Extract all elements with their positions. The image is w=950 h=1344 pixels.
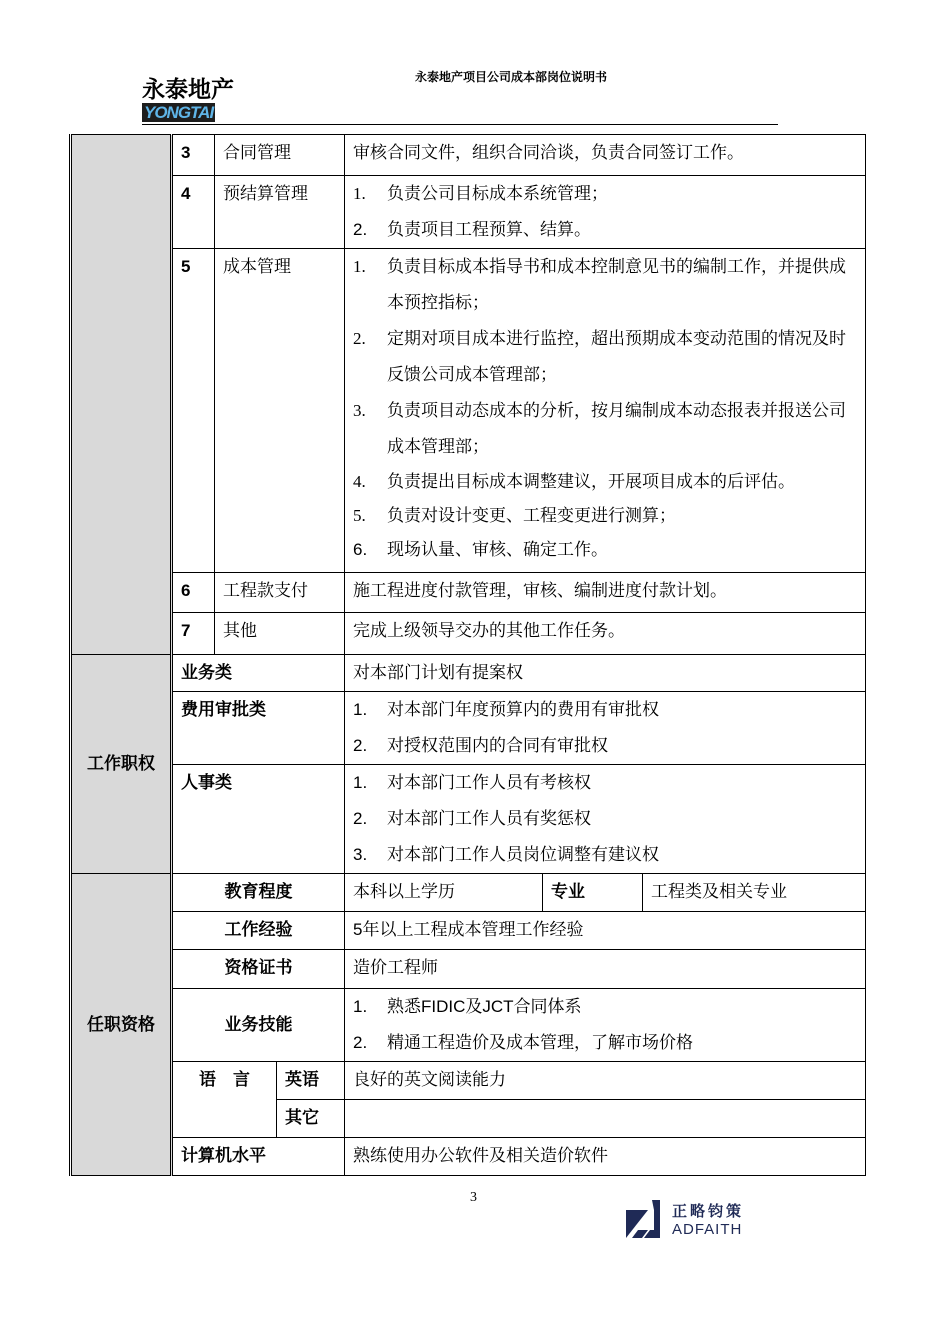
item-text: 负责提出目标成本调整建议，开展项目成本的后评估。	[387, 472, 795, 492]
authority-expense-row	[71, 692, 866, 765]
list-item	[353, 321, 857, 393]
duty-description: 施工程进度付款管理，审核、编制进度付款计划。	[345, 573, 866, 613]
item-number: 2.	[353, 220, 368, 239]
item-number: 1.	[353, 184, 366, 203]
computer-row	[71, 1138, 866, 1176]
logo-english-text: YONGTAI	[144, 103, 214, 122]
job-description-table	[69, 134, 866, 1176]
list-item	[353, 393, 857, 465]
duty-name: 成本管理	[215, 249, 345, 573]
duty-number: 7	[172, 613, 215, 655]
item-number: 1.	[353, 773, 368, 792]
skills-items	[345, 989, 866, 1062]
duty-name: 工程款支付	[215, 573, 345, 613]
item-text: 负责目标成本指导书和成本控制意见书的编制工作，并提供成本预控指标；	[387, 257, 846, 313]
duty-number: 4	[172, 176, 215, 249]
item-text: 负责项目工程预算、结算。	[387, 220, 591, 240]
skills-row	[71, 989, 866, 1062]
education-label: 教育程度	[172, 874, 345, 912]
authority-personnel-row	[71, 765, 866, 874]
experience-row	[71, 912, 866, 950]
list-item	[353, 728, 857, 764]
item-number: 1.	[353, 997, 368, 1016]
computer-value: 熟练使用办公软件及相关造价软件	[345, 1138, 866, 1176]
adfaith-english-name: ADFAITH	[672, 1221, 743, 1238]
item-text: 对本部门工作人员有考核权	[387, 773, 591, 793]
language-label: 语 言	[172, 1062, 277, 1138]
duty-items	[345, 249, 866, 573]
item-number: 5.	[353, 506, 366, 525]
item-number: 4.	[353, 472, 366, 491]
other-language-label: 其它	[277, 1100, 345, 1138]
item-text: 现场认量、审核、确定工作。	[387, 540, 608, 560]
duty-description: 审核合同文件，组织合同洽谈，负责合同签订工作。	[345, 135, 866, 176]
duty-name: 预结算管理	[215, 176, 345, 249]
experience-years: 5	[353, 920, 363, 939]
list-item	[353, 989, 857, 1025]
duty-name: 合同管理	[215, 135, 345, 176]
adfaith-logo	[626, 1200, 756, 1242]
duty-name: 其他	[215, 613, 345, 655]
duty-row-4	[71, 176, 866, 249]
major-value: 工程类及相关专业	[643, 874, 866, 912]
item-number: 3.	[353, 845, 368, 864]
skill-text-mid: 及	[465, 997, 483, 1017]
english-label: 英语	[277, 1062, 345, 1100]
item-text: 对本部门工作人员有奖惩权	[387, 809, 591, 829]
item-text: 定期对项目成本进行监控，超出预期成本变动范围的情况及时反馈公司成本管理部；	[387, 329, 846, 385]
list-item	[353, 465, 857, 499]
list-item	[353, 499, 857, 533]
authority-expense-label: 费用审批类	[172, 692, 345, 765]
item-number: 2.	[353, 809, 368, 828]
certificate-row	[71, 950, 866, 989]
duty-number: 5	[172, 249, 215, 573]
major-label: 专业	[543, 874, 643, 912]
duty-number: 6	[172, 573, 215, 613]
skill-jct: JCT	[482, 997, 514, 1016]
duty-row-6	[71, 573, 866, 613]
list-item	[353, 533, 857, 567]
item-text: 对授权范围内的合同有审批权	[387, 736, 608, 756]
duty-number: 3	[172, 135, 215, 176]
skill-fidic: FIDIC	[421, 997, 466, 1016]
yongtai-logo	[142, 78, 234, 122]
language-english-row	[71, 1062, 866, 1100]
page-number: 3	[470, 1190, 477, 1205]
list-item	[353, 765, 857, 801]
item-number: 1.	[353, 700, 368, 719]
certificate-label: 资格证书	[172, 950, 345, 989]
adfaith-chinese-name: 正略钧策	[672, 1202, 745, 1220]
duties-section-cell	[71, 135, 172, 655]
duty-items	[345, 176, 866, 249]
computer-label: 计算机水平	[172, 1138, 345, 1176]
qualifications-section-label: 任职资格	[71, 874, 172, 1176]
skill-text-post: 合同体系	[513, 997, 582, 1017]
item-text: 对本部门年度预算内的费用有审批权	[387, 700, 659, 720]
item-number: 3.	[353, 401, 366, 420]
english-value: 良好的英文阅读能力	[345, 1062, 866, 1100]
item-number: 2.	[353, 329, 366, 348]
list-item	[353, 212, 857, 248]
authority-expense-items	[345, 692, 866, 765]
item-text: 负责对设计变更、工程变更进行测算；	[387, 506, 676, 526]
item-number: 2.	[353, 736, 368, 755]
item-text: 负责项目动态成本的分析，按月编制成本动态报表并报送公司成本管理部；	[387, 401, 846, 457]
logo-chinese-text: 永泰地产	[142, 76, 234, 103]
education-value: 本科以上学历	[345, 874, 543, 912]
authority-section-label: 工作职权	[71, 655, 172, 874]
authority-business-desc: 对本部门计划有提案权	[345, 655, 866, 692]
experience-value	[345, 912, 866, 950]
education-row	[71, 874, 866, 912]
document-title: 永泰地产项目公司成本部岗位说明书	[415, 70, 608, 84]
item-number: 2.	[353, 1033, 368, 1052]
list-item	[353, 176, 857, 212]
duty-description: 完成上级领导交办的其他工作任务。	[345, 613, 866, 655]
list-item	[353, 692, 857, 728]
item-number: 1.	[353, 257, 366, 276]
item-text: 对本部门工作人员岗位调整有建议权	[387, 845, 659, 865]
list-item	[353, 249, 857, 321]
authority-personnel-label: 人事类	[172, 765, 345, 874]
list-item	[353, 1025, 857, 1061]
authority-personnel-items	[345, 765, 866, 874]
experience-text: 年以上工程成本管理工作经验	[362, 920, 584, 940]
experience-label: 工作经验	[172, 912, 345, 950]
item-text: 负责公司目标成本系统管理；	[387, 184, 608, 204]
authority-business-label: 业务类	[172, 655, 345, 692]
item-number: 6.	[353, 540, 368, 559]
adfaith-logo-icon	[626, 1200, 668, 1240]
list-item	[353, 837, 857, 873]
list-item	[353, 801, 857, 837]
authority-business-row	[71, 655, 866, 692]
other-language-value	[345, 1100, 866, 1138]
duty-row-5	[71, 249, 866, 573]
duty-row-7	[71, 613, 866, 655]
skills-label: 业务技能	[172, 989, 345, 1062]
header-divider	[142, 124, 778, 125]
item-text: 精通工程造价及成本管理，了解市场价格	[387, 1033, 693, 1053]
duty-row-3	[71, 135, 866, 176]
certificate-value: 造价工程师	[345, 950, 866, 989]
skill-text-pre: 熟悉	[387, 997, 421, 1017]
